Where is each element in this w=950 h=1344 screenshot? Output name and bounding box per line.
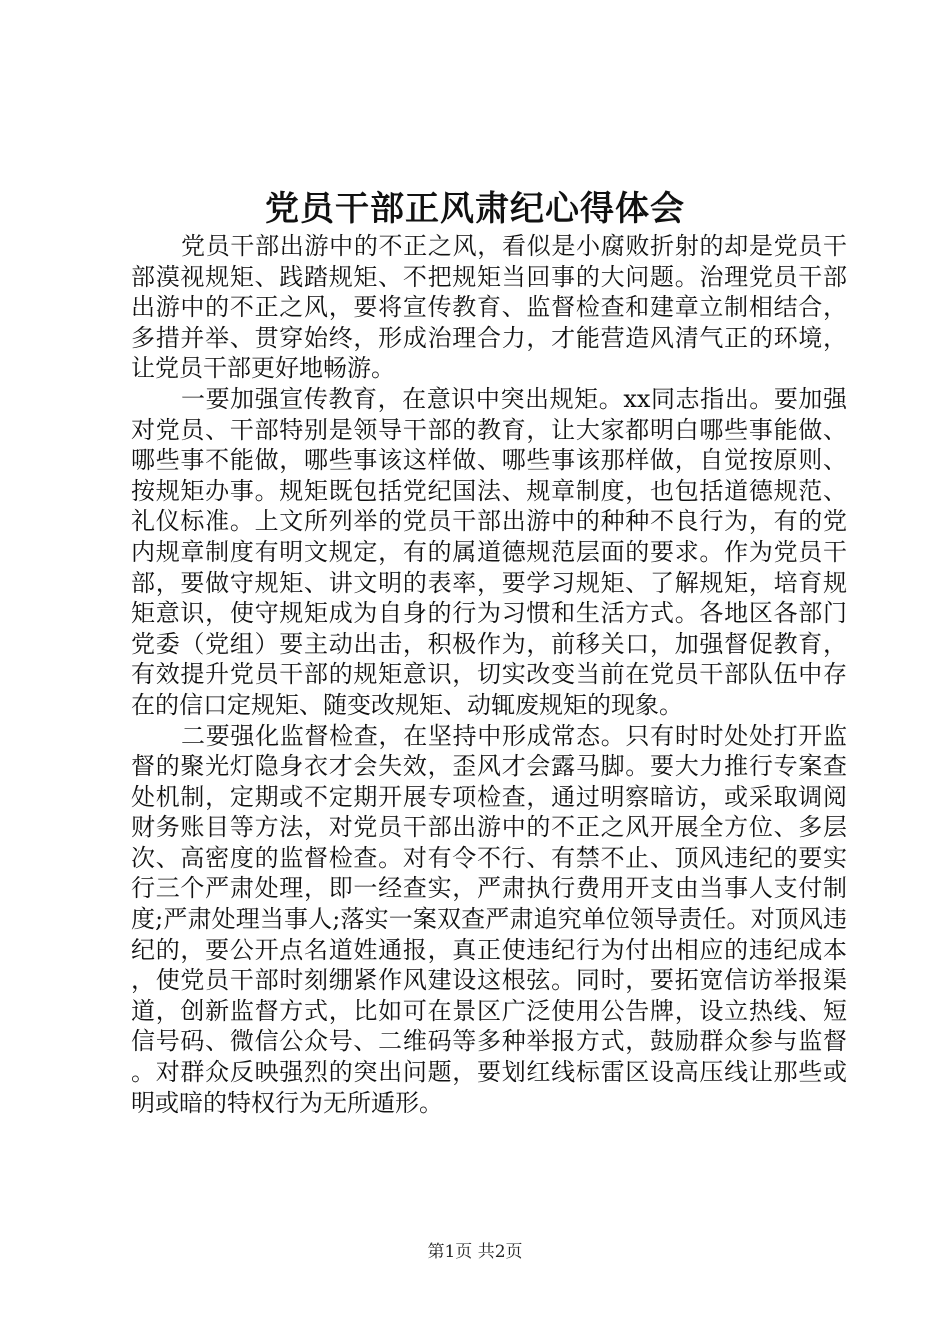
document-body — [131, 231, 847, 1118]
paragraph-supervision-inspection: 二要强化监督检查，在坚持中形成常态。只有时时处处打开监督的聚光灯隐身衣才会失效，歪风才会露马脚。要大力推行专案查处机制，定期或不定期开展专项检查，通过明察暗访，或采取调阅财务账目等方法，对党员干部出游中的不正之风开展全方位、多层次、高密度的监督检查。对有令不行、有禁不止、顶风违纪的要实行三个严肃处理，即一经查实，严肃执行费用开支由当事人支付制度;严肃处理当事人;落实一案双查严肃追究单位领导责任。对顶风违纪的，要公开点名道姓通报，真正使违纪行为付出相应的违纪成本，使党员干部时刻绷紧作风建设这根弦。同时，要拓宽信访举报渠道，创新监督方式，比如可在景区广泛使用公告牌，设立热线、短信号码、微信公众号、二维码等多种举报方式，鼓励群众参与监督。对群众反映强烈的突出问题，要划红线标雷区设高压线让那些或明或暗的特权行为无所遁形。 — [131, 721, 847, 1117]
page-number-footer: 第1页 共2页 — [427, 1242, 523, 1262]
paragraph-publicity-education: 一要加强宣传教育，在意识中突出规矩。xx同志指出。要加强对党员、干部特别是领导干部的教育，让大家都明白哪些事能做、哪些事不能做，哪些事该这样做、哪些事该那样做，自觉按原则、按规矩办事。规矩既包括党纪国法、规章制度，也包括道德规范、礼仪标准。上文所列举的党员干部出游中的种种不良行为，有的党内规章制度有明文规定，有的属道德规范层面的要求。作为党员干部，要做守规矩、讲文明的表率，要学习规矩、了解规矩，培育规矩意识，使守规矩成为自身的行为习惯和生活方式。各地区各部门党委（党组）要主动出击，积极作为，前移关口，加强督促教育，有效提升党员干部的规矩意识，切实改变当前在党员干部队伍中存在的信口定规矩、随变改规矩、动辄废规矩的现象。 — [131, 384, 847, 719]
document-title: 党员干部正风肃纪心得体会 — [265, 189, 685, 229]
paragraph-intro: 党员干部出游中的不正之风，看似是小腐败折射的却是党员干部漠视规矩、践踏规矩、不把规矩当回事的大问题。治理党员干部出游中的不正之风，要将宣传教育、监督检查和建章立制相结合，多措并举、贯穿始终，形成治理合力，才能营造风清气正的环境，让党员干部更好地畅游。 — [131, 232, 847, 383]
